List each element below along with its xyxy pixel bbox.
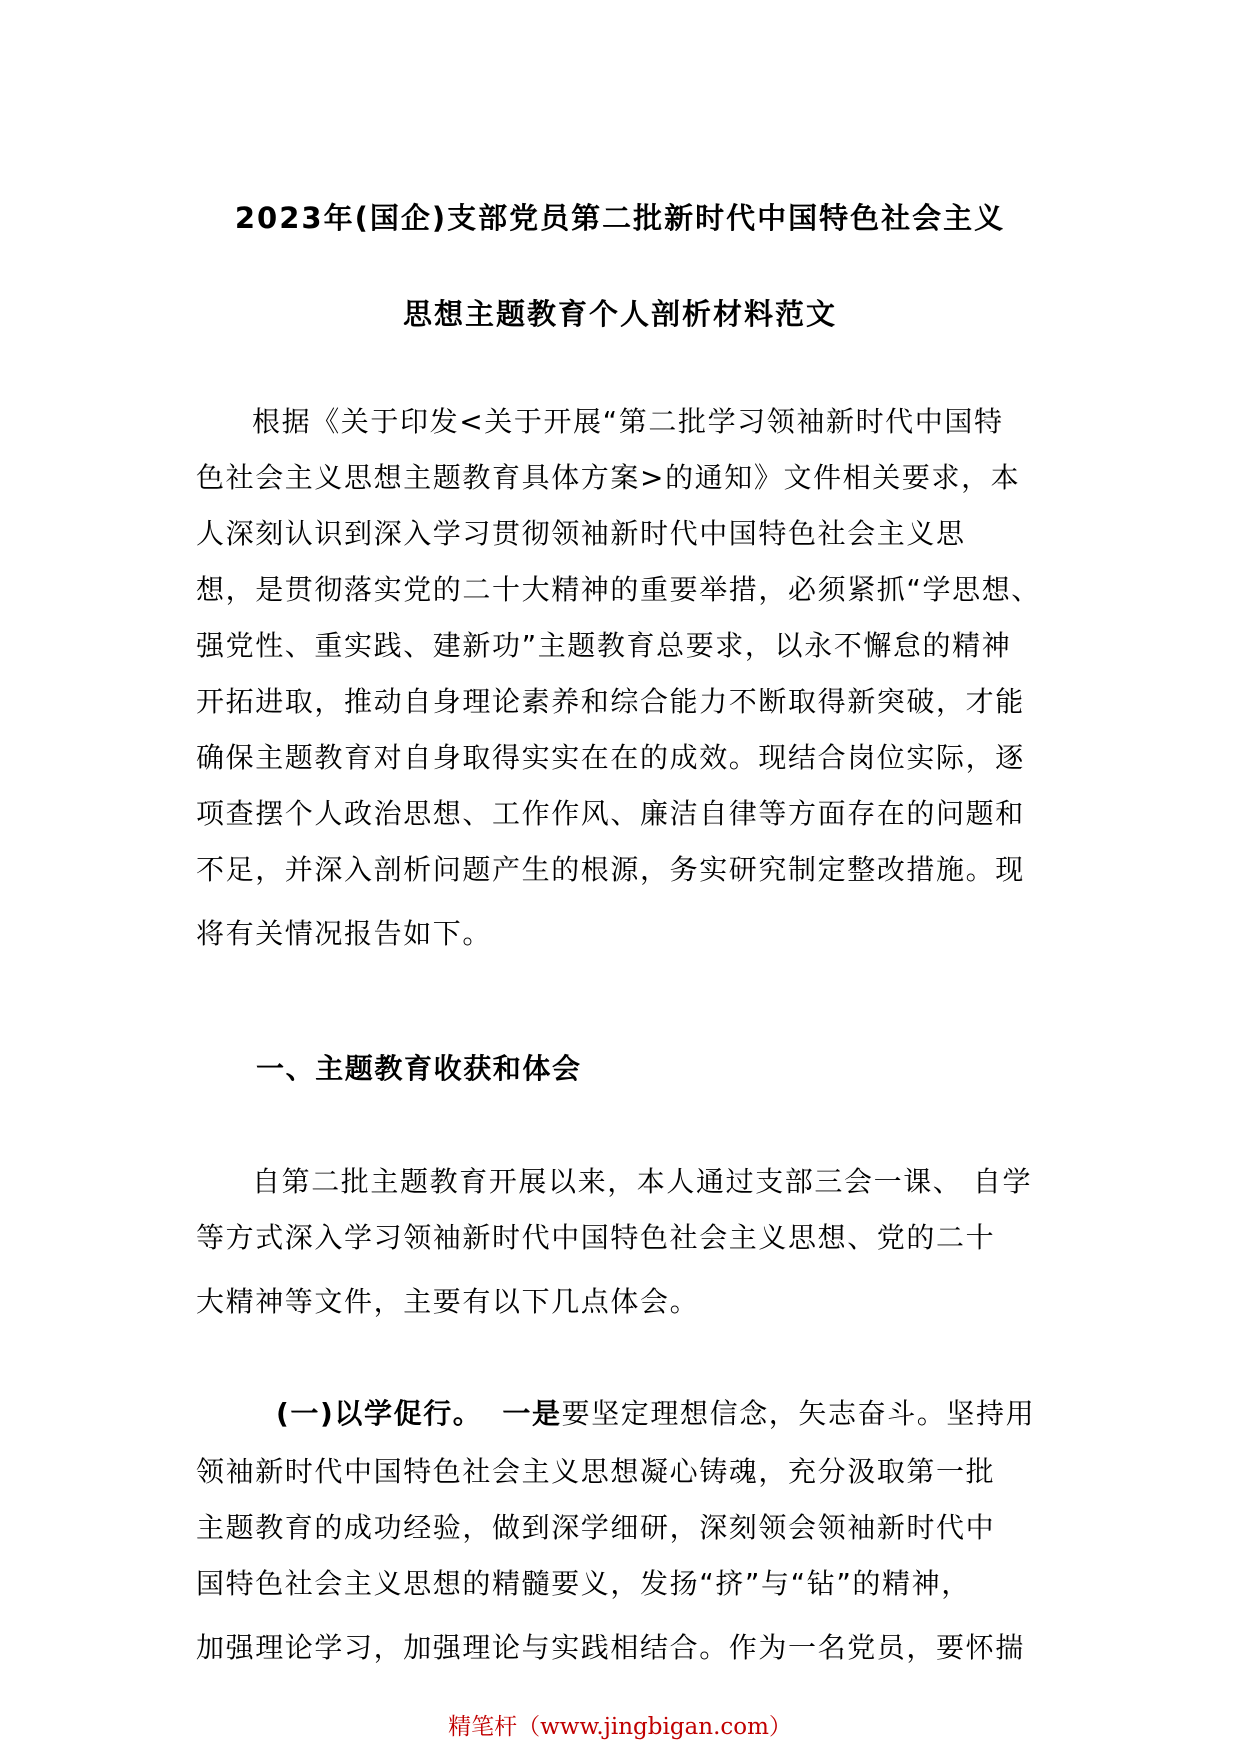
- intro-line: 想，是贯彻落实党的二十大精神的重要举措，必须紧抓“学思想、: [196, 573, 1041, 606]
- intro-line: 将有关情况报告如下。: [196, 917, 493, 950]
- intro-line: 不足，并深入剖析问题产生的根源，务实研究制定整改措施。现: [196, 853, 1025, 886]
- document-title-line-1: 2023年(国企)支部党员第二批新时代中国特色社会主义: [234, 201, 1006, 235]
- subsection-1-lead: 一是: [502, 1397, 562, 1430]
- section-1-line: 大精神等文件，主要有以下几点体会。: [196, 1285, 700, 1318]
- subsection-1-line: 国特色社会主义思想的精髓要义，发扬“挤”与“钻”的精神，: [196, 1567, 971, 1600]
- intro-line: 人深刻认识到深入学习贯彻领袖新时代中国特色社会主义思: [196, 517, 966, 550]
- footer-watermark: 精笔杆（www.jingbigan.com）: [448, 1714, 792, 1740]
- intro-line: 色社会主义思想主题教育具体方案>的通知》文件相关要求，本: [196, 461, 1021, 494]
- intro-line: 强党性、重实践、建新功”主题教育总要求，以永不懈怠的精神: [196, 629, 1012, 662]
- intro-line: 根据《关于印发<关于开展“第二批学习领袖新时代中国特: [252, 405, 1004, 438]
- document-title-line-2: 思想主题教育个人剖析材料范文: [402, 297, 837, 331]
- subsection-1-first-line: [276, 1392, 1035, 1432]
- intro-line: 项查摆个人政治思想、工作作风、廉洁自律等方面存在的问题和: [196, 797, 1025, 830]
- subsection-1-line: 加强理论学习，加强理论与实践相结合。作为一名党员，要怀揣: [196, 1631, 1025, 1664]
- section-1-line: 等方式深入学习领袖新时代中国特色社会主义思想、党的二十: [196, 1221, 996, 1254]
- subsection-1-label: (一)以学促行。: [276, 1397, 483, 1430]
- intro-line: 开拓进取，推动自身理论素养和综合能力不断取得新突破，才能: [196, 685, 1025, 718]
- intro-line: 确保主题教育对自身取得实实在在的成效。现结合岗位实际，逐: [196, 741, 1025, 774]
- subsection-1-first-line-rest: 要坚定理想信念，矢志奋斗。坚持用: [561, 1397, 1036, 1430]
- section-1-line: 自第二批主题教育开展以来，本人通过支部三会一课、 自学: [252, 1165, 1033, 1198]
- section-1-heading: 一、主题教育收获和体会: [256, 1052, 582, 1085]
- subsection-1-line: 主题教育的成功经验，做到深学细研，深刻领会领袖新时代中: [196, 1511, 996, 1544]
- subsection-1-line: 领袖新时代中国特色社会主义思想凝心铸魂，充分汲取第一批: [196, 1455, 996, 1488]
